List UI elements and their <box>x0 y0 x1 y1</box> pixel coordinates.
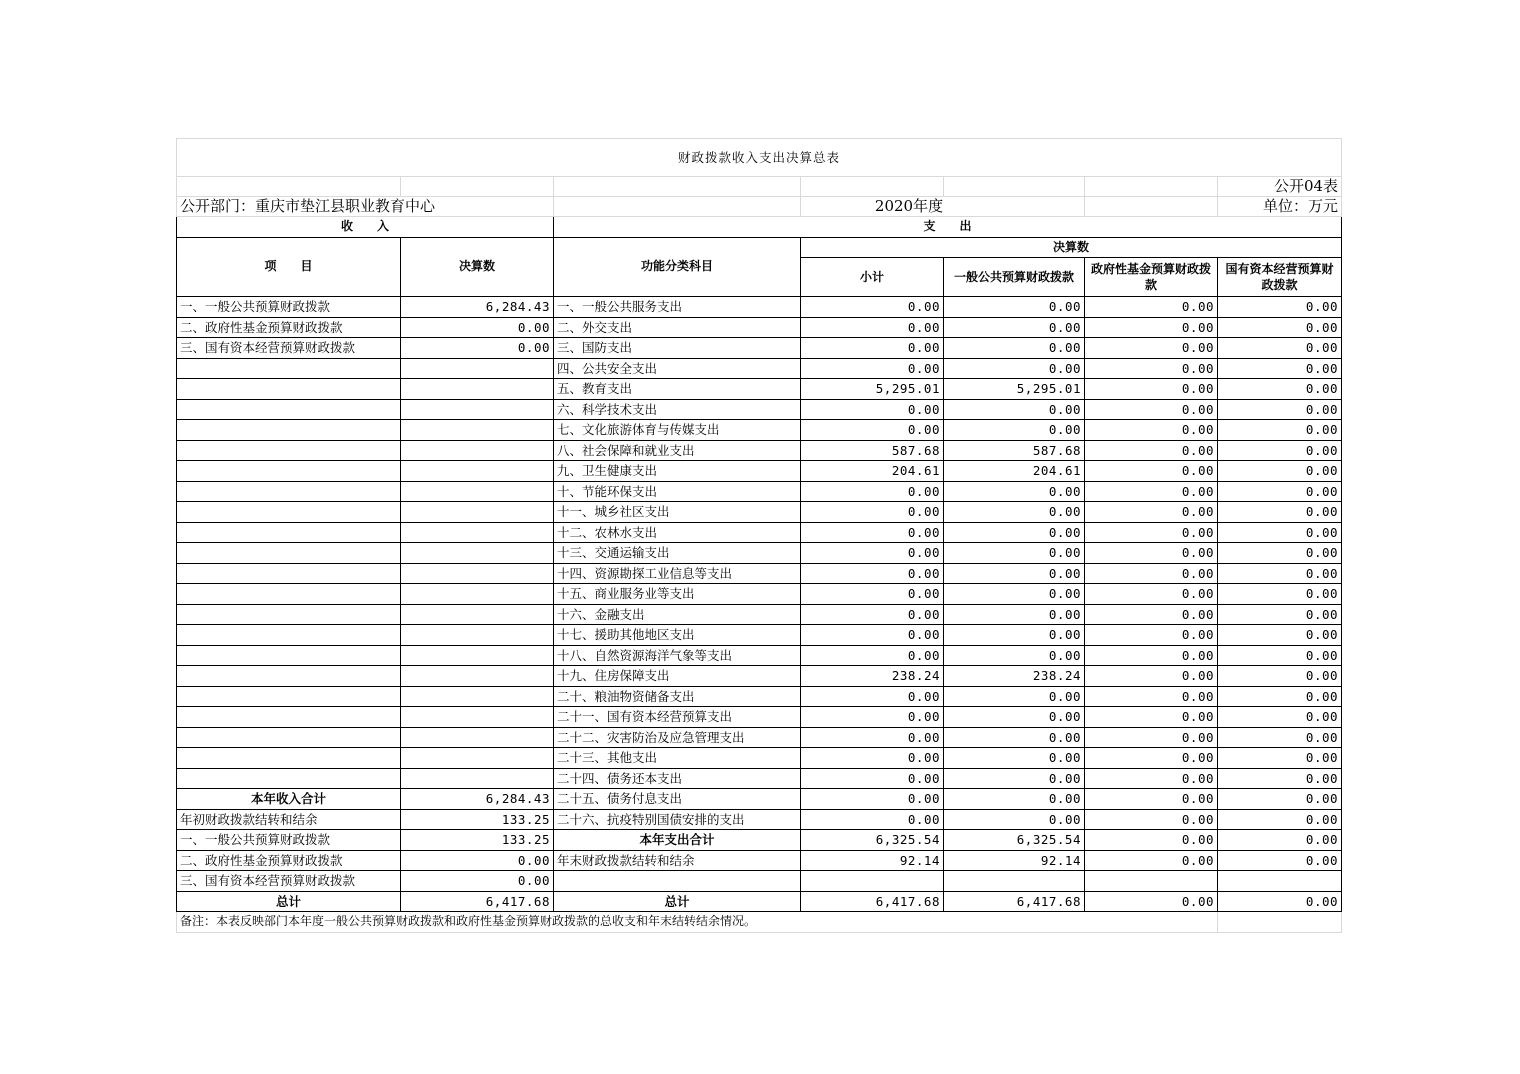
income-item-cell <box>177 420 401 441</box>
gov-fund-cell: 0.00 <box>1085 850 1218 871</box>
expense-item-cell: 十五、商业服务业等支出 <box>554 584 801 605</box>
state-capital-cell: 0.00 <box>1218 317 1342 338</box>
gov-fund-cell: 0.00 <box>1085 297 1218 318</box>
income-amount-cell: 0.00 <box>401 850 554 871</box>
income-item-cell <box>177 379 401 400</box>
general-budget-cell: 0.00 <box>944 645 1085 666</box>
state-capital-cell: 0.00 <box>1218 379 1342 400</box>
department-label: 公开部门：重庆市垫江县职业教育中心 <box>177 197 554 217</box>
expense-item-cell: 九、卫生健康支出 <box>554 461 801 482</box>
fiscal-appropriation-summary-table <box>176 138 1342 933</box>
general-budget-header: 一般公共预算财政拨款 <box>944 258 1085 297</box>
subtotal-cell: 92.14 <box>801 850 944 871</box>
subtotal-cell: 587.68 <box>801 440 944 461</box>
state-capital-cell: 0.00 <box>1218 399 1342 420</box>
expense-item-cell: 本年支出合计 <box>554 830 801 851</box>
fiscal-year: 2020年度 <box>801 197 1085 217</box>
subtotal-cell: 0.00 <box>801 748 944 769</box>
income-item-cell <box>177 707 401 728</box>
table-row <box>177 891 1342 912</box>
income-item-cell <box>177 625 401 646</box>
expense-item-cell: 十、节能环保支出 <box>554 481 801 502</box>
page-title: 财政拨款收入支出决算总表 <box>177 139 1342 177</box>
subtotal-cell: 0.00 <box>801 707 944 728</box>
subtotal-header: 小计 <box>801 258 944 297</box>
income-item-cell: 三、国有资本经营预算财政拨款 <box>177 338 401 359</box>
table-row <box>177 686 1342 707</box>
general-budget-cell: 587.68 <box>944 440 1085 461</box>
general-budget-cell: 0.00 <box>944 317 1085 338</box>
subtotal-cell: 0.00 <box>801 297 944 318</box>
subtotal-cell: 0.00 <box>801 338 944 359</box>
expense-item-cell: 八、社会保障和就业支出 <box>554 440 801 461</box>
income-amount-cell <box>401 584 554 605</box>
expense-item-cell: 二、外交支出 <box>554 317 801 338</box>
income-item-cell <box>177 748 401 769</box>
table-row <box>177 604 1342 625</box>
gov-fund-cell: 0.00 <box>1085 830 1218 851</box>
table-row <box>177 563 1342 584</box>
state-capital-cell: 0.00 <box>1218 666 1342 687</box>
state-capital-cell: 0.00 <box>1218 850 1342 871</box>
expense-item-cell: 二十五、债务付息支出 <box>554 789 801 810</box>
state-capital-cell: 0.00 <box>1218 481 1342 502</box>
general-budget-cell: 0.00 <box>944 338 1085 359</box>
income-amount-cell <box>401 748 554 769</box>
expense-item-cell: 十八、自然资源海洋气象等支出 <box>554 645 801 666</box>
state-capital-cell: 0.00 <box>1218 625 1342 646</box>
subtotal-cell: 0.00 <box>801 645 944 666</box>
table-row <box>177 461 1342 482</box>
income-amount-cell <box>401 625 554 646</box>
gov-fund-cell: 0.00 <box>1085 748 1218 769</box>
state-capital-cell: 0.00 <box>1218 461 1342 482</box>
subtotal-cell: 0.00 <box>801 686 944 707</box>
gov-fund-cell: 0.00 <box>1085 461 1218 482</box>
income-amount-cell <box>401 522 554 543</box>
income-amount-cell <box>401 604 554 625</box>
state-capital-cell: 0.00 <box>1218 707 1342 728</box>
expense-item-cell: 二十、粮油物资储备支出 <box>554 686 801 707</box>
general-budget-cell: 0.00 <box>944 522 1085 543</box>
unit-label: 单位：万元 <box>1218 197 1342 217</box>
expense-header: 支 出 <box>554 217 1342 238</box>
gov-fund-cell: 0.00 <box>1085 604 1218 625</box>
income-amount-cell: 0.00 <box>401 871 554 892</box>
income-item-cell: 总计 <box>177 891 401 912</box>
state-capital-cell: 0.00 <box>1218 789 1342 810</box>
general-budget-cell: 0.00 <box>944 748 1085 769</box>
subtotal-cell <box>801 871 944 892</box>
income-item-cell <box>177 768 401 789</box>
gov-fund-cell: 0.00 <box>1085 379 1218 400</box>
general-budget-cell: 92.14 <box>944 850 1085 871</box>
footnote: 备注：本表反映部门本年度一般公共预算财政拨款和政府性基金预算财政拨款的总收支和年末结转结余情况。 <box>177 912 1218 933</box>
gov-fund-cell <box>1085 871 1218 892</box>
gov-fund-cell: 0.00 <box>1085 399 1218 420</box>
income-item-cell <box>177 666 401 687</box>
gov-fund-cell: 0.00 <box>1085 768 1218 789</box>
general-budget-cell: 0.00 <box>944 625 1085 646</box>
income-item-cell: 年初财政拨款结转和结余 <box>177 809 401 830</box>
subtotal-cell: 0.00 <box>801 420 944 441</box>
income-amount-cell: 6,417.68 <box>401 891 554 912</box>
income-item-cell <box>177 645 401 666</box>
table-row <box>177 379 1342 400</box>
state-capital-cell: 0.00 <box>1218 543 1342 564</box>
state-capital-cell: 0.00 <box>1218 338 1342 359</box>
income-item-cell <box>177 461 401 482</box>
income-amount-cell <box>401 358 554 379</box>
expense-item-cell: 二十三、其他支出 <box>554 748 801 769</box>
state-capital-cell: 0.00 <box>1218 645 1342 666</box>
subtotal-cell: 0.00 <box>801 358 944 379</box>
expense-item-cell: 十三、交通运输支出 <box>554 543 801 564</box>
gov-fund-cell: 0.00 <box>1085 809 1218 830</box>
item-header: 项 目 <box>177 237 401 297</box>
gov-fund-header: 政府性基金预算财政拨款 <box>1085 258 1218 297</box>
income-amount-cell: 6,284.43 <box>401 789 554 810</box>
subtotal-cell: 238.24 <box>801 666 944 687</box>
state-capital-cell: 0.00 <box>1218 502 1342 523</box>
subtotal-cell: 0.00 <box>801 604 944 625</box>
table-row <box>177 871 1342 892</box>
table-row <box>177 666 1342 687</box>
income-header: 收 入 <box>177 217 554 238</box>
gov-fund-cell: 0.00 <box>1085 686 1218 707</box>
table-row <box>177 748 1342 769</box>
gov-fund-cell: 0.00 <box>1085 440 1218 461</box>
subtotal-cell: 0.00 <box>801 522 944 543</box>
income-amount-cell: 0.00 <box>401 317 554 338</box>
table-row <box>177 543 1342 564</box>
subtotal-cell: 0.00 <box>801 584 944 605</box>
expense-item-cell: 十二、农林水支出 <box>554 522 801 543</box>
state-capital-cell: 0.00 <box>1218 830 1342 851</box>
subtotal-cell: 0.00 <box>801 399 944 420</box>
income-item-cell: 二、政府性基金预算财政拨款 <box>177 850 401 871</box>
gov-fund-cell: 0.00 <box>1085 625 1218 646</box>
state-capital-header: 国有资本经营预算财政拨款 <box>1218 258 1342 297</box>
state-capital-cell: 0.00 <box>1218 604 1342 625</box>
income-amount-cell <box>401 502 554 523</box>
gov-fund-cell: 0.00 <box>1085 317 1218 338</box>
income-item-cell <box>177 522 401 543</box>
income-amount-cell <box>401 727 554 748</box>
general-budget-cell: 0.00 <box>944 707 1085 728</box>
state-capital-cell: 0.00 <box>1218 686 1342 707</box>
income-item-cell <box>177 543 401 564</box>
income-amount-cell: 0.00 <box>401 338 554 359</box>
state-capital-cell: 0.00 <box>1218 809 1342 830</box>
income-item-cell: 二、政府性基金预算财政拨款 <box>177 317 401 338</box>
table-row <box>177 830 1342 851</box>
subtotal-cell: 0.00 <box>801 543 944 564</box>
subtotal-cell: 0.00 <box>801 502 944 523</box>
table-row <box>177 522 1342 543</box>
gov-fund-cell: 0.00 <box>1085 358 1218 379</box>
general-budget-cell: 0.00 <box>944 481 1085 502</box>
subtotal-cell: 0.00 <box>801 563 944 584</box>
expense-item-cell: 十一、城乡社区支出 <box>554 502 801 523</box>
income-amount-header: 决算数 <box>401 237 554 297</box>
table-row <box>177 481 1342 502</box>
expense-item-cell: 十六、金融支出 <box>554 604 801 625</box>
income-amount-cell: 133.25 <box>401 809 554 830</box>
income-item-cell <box>177 399 401 420</box>
subtotal-cell: 0.00 <box>801 317 944 338</box>
income-amount-cell <box>401 543 554 564</box>
general-budget-cell: 0.00 <box>944 420 1085 441</box>
expense-item-cell: 三、国防支出 <box>554 338 801 359</box>
general-budget-cell: 0.00 <box>944 358 1085 379</box>
table-row <box>177 317 1342 338</box>
table-row <box>177 502 1342 523</box>
state-capital-cell: 0.00 <box>1218 748 1342 769</box>
general-budget-cell: 204.61 <box>944 461 1085 482</box>
expense-item-cell: 十七、援助其他地区支出 <box>554 625 801 646</box>
income-item-cell: 一、一般公共预算财政拨款 <box>177 297 401 318</box>
income-item-cell <box>177 481 401 502</box>
gov-fund-cell: 0.00 <box>1085 502 1218 523</box>
subtotal-cell: 0.00 <box>801 727 944 748</box>
income-item-cell: 三、国有资本经营预算财政拨款 <box>177 871 401 892</box>
expense-item-cell: 五、教育支出 <box>554 379 801 400</box>
table-row <box>177 625 1342 646</box>
income-amount-cell <box>401 440 554 461</box>
subtotal-cell: 6,325.54 <box>801 830 944 851</box>
table-row <box>177 850 1342 871</box>
general-budget-cell: 0.00 <box>944 563 1085 584</box>
gov-fund-cell: 0.00 <box>1085 338 1218 359</box>
income-amount-cell <box>401 379 554 400</box>
general-budget-cell: 0.00 <box>944 789 1085 810</box>
general-budget-cell: 0.00 <box>944 543 1085 564</box>
state-capital-cell: 0.00 <box>1218 440 1342 461</box>
expense-item-cell: 二十一、国有资本经营预算支出 <box>554 707 801 728</box>
table-row <box>177 809 1342 830</box>
table-row <box>177 789 1342 810</box>
expense-item-cell <box>554 871 801 892</box>
gov-fund-cell: 0.00 <box>1085 891 1218 912</box>
gov-fund-cell: 0.00 <box>1085 543 1218 564</box>
final-amount-group-header: 决算数 <box>801 237 1342 258</box>
general-budget-cell: 0.00 <box>944 399 1085 420</box>
gov-fund-cell: 0.00 <box>1085 420 1218 441</box>
state-capital-cell: 0.00 <box>1218 891 1342 912</box>
income-amount-cell <box>401 768 554 789</box>
income-item-cell <box>177 502 401 523</box>
expense-item-cell: 一、一般公共服务支出 <box>554 297 801 318</box>
state-capital-cell: 0.00 <box>1218 420 1342 441</box>
subtotal-cell: 5,295.01 <box>801 379 944 400</box>
income-item-cell: 本年收入合计 <box>177 789 401 810</box>
table-row <box>177 338 1342 359</box>
gov-fund-cell: 0.00 <box>1085 666 1218 687</box>
state-capital-cell: 0.00 <box>1218 727 1342 748</box>
state-capital-cell <box>1218 871 1342 892</box>
income-item-cell <box>177 727 401 748</box>
table-row <box>177 768 1342 789</box>
state-capital-cell: 0.00 <box>1218 768 1342 789</box>
expense-item-cell: 二十四、债务还本支出 <box>554 768 801 789</box>
subtotal-cell: 0.00 <box>801 809 944 830</box>
table-row <box>177 399 1342 420</box>
gov-fund-cell: 0.00 <box>1085 481 1218 502</box>
subtotal-cell: 0.00 <box>801 625 944 646</box>
income-amount-cell <box>401 666 554 687</box>
table-row <box>177 440 1342 461</box>
table-number: 公开04表 <box>1218 177 1342 197</box>
subtotal-cell: 204.61 <box>801 461 944 482</box>
table-row <box>177 727 1342 748</box>
income-amount-cell <box>401 686 554 707</box>
table-row <box>177 707 1342 728</box>
income-amount-cell: 133.25 <box>401 830 554 851</box>
expense-item-cell: 六、科学技术支出 <box>554 399 801 420</box>
state-capital-cell: 0.00 <box>1218 563 1342 584</box>
general-budget-cell: 6,417.68 <box>944 891 1085 912</box>
state-capital-cell: 0.00 <box>1218 522 1342 543</box>
general-budget-cell: 5,295.01 <box>944 379 1085 400</box>
gov-fund-cell: 0.00 <box>1085 522 1218 543</box>
income-amount-cell <box>401 563 554 584</box>
gov-fund-cell: 0.00 <box>1085 645 1218 666</box>
general-budget-cell: 0.00 <box>944 584 1085 605</box>
income-amount-cell <box>401 461 554 482</box>
expense-item-cell: 年末财政拨款结转和结余 <box>554 850 801 871</box>
subtotal-cell: 0.00 <box>801 768 944 789</box>
subtotal-cell: 0.00 <box>801 789 944 810</box>
general-budget-cell: 0.00 <box>944 727 1085 748</box>
income-amount-cell <box>401 481 554 502</box>
income-item-cell <box>177 563 401 584</box>
state-capital-cell: 0.00 <box>1218 297 1342 318</box>
income-item-cell <box>177 358 401 379</box>
general-budget-cell: 0.00 <box>944 686 1085 707</box>
expense-item-cell: 十四、资源勘探工业信息等支出 <box>554 563 801 584</box>
general-budget-cell: 0.00 <box>944 809 1085 830</box>
gov-fund-cell: 0.00 <box>1085 789 1218 810</box>
table-row <box>177 358 1342 379</box>
income-item-cell <box>177 686 401 707</box>
expense-item-cell: 七、文化旅游体育与传媒支出 <box>554 420 801 441</box>
general-budget-cell: 6,325.54 <box>944 830 1085 851</box>
general-budget-cell: 0.00 <box>944 502 1085 523</box>
table-row <box>177 420 1342 441</box>
income-item-cell <box>177 440 401 461</box>
income-amount-cell <box>401 707 554 728</box>
subtotal-cell: 6,417.68 <box>801 891 944 912</box>
income-amount-cell <box>401 399 554 420</box>
gov-fund-cell: 0.00 <box>1085 584 1218 605</box>
income-amount-cell <box>401 420 554 441</box>
income-amount-cell <box>401 645 554 666</box>
income-item-cell: 一、一般公共预算财政拨款 <box>177 830 401 851</box>
function-class-header: 功能分类科目 <box>554 237 801 297</box>
state-capital-cell: 0.00 <box>1218 584 1342 605</box>
income-item-cell <box>177 584 401 605</box>
general-budget-cell <box>944 871 1085 892</box>
expense-item-cell: 二十二、灾害防治及应急管理支出 <box>554 727 801 748</box>
expense-item-cell: 四、公共安全支出 <box>554 358 801 379</box>
income-amount-cell: 6,284.43 <box>401 297 554 318</box>
subtotal-cell: 0.00 <box>801 481 944 502</box>
general-budget-cell: 0.00 <box>944 768 1085 789</box>
gov-fund-cell: 0.00 <box>1085 727 1218 748</box>
gov-fund-cell: 0.00 <box>1085 563 1218 584</box>
expense-item-cell: 十九、住房保障支出 <box>554 666 801 687</box>
income-item-cell <box>177 604 401 625</box>
state-capital-cell: 0.00 <box>1218 358 1342 379</box>
general-budget-cell: 238.24 <box>944 666 1085 687</box>
table-row <box>177 645 1342 666</box>
table-row <box>177 584 1342 605</box>
gov-fund-cell: 0.00 <box>1085 707 1218 728</box>
expense-item-cell: 二十六、抗疫特别国债安排的支出 <box>554 809 801 830</box>
general-budget-cell: 0.00 <box>944 604 1085 625</box>
general-budget-cell: 0.00 <box>944 297 1085 318</box>
table-row <box>177 297 1342 318</box>
expense-item-cell: 总计 <box>554 891 801 912</box>
